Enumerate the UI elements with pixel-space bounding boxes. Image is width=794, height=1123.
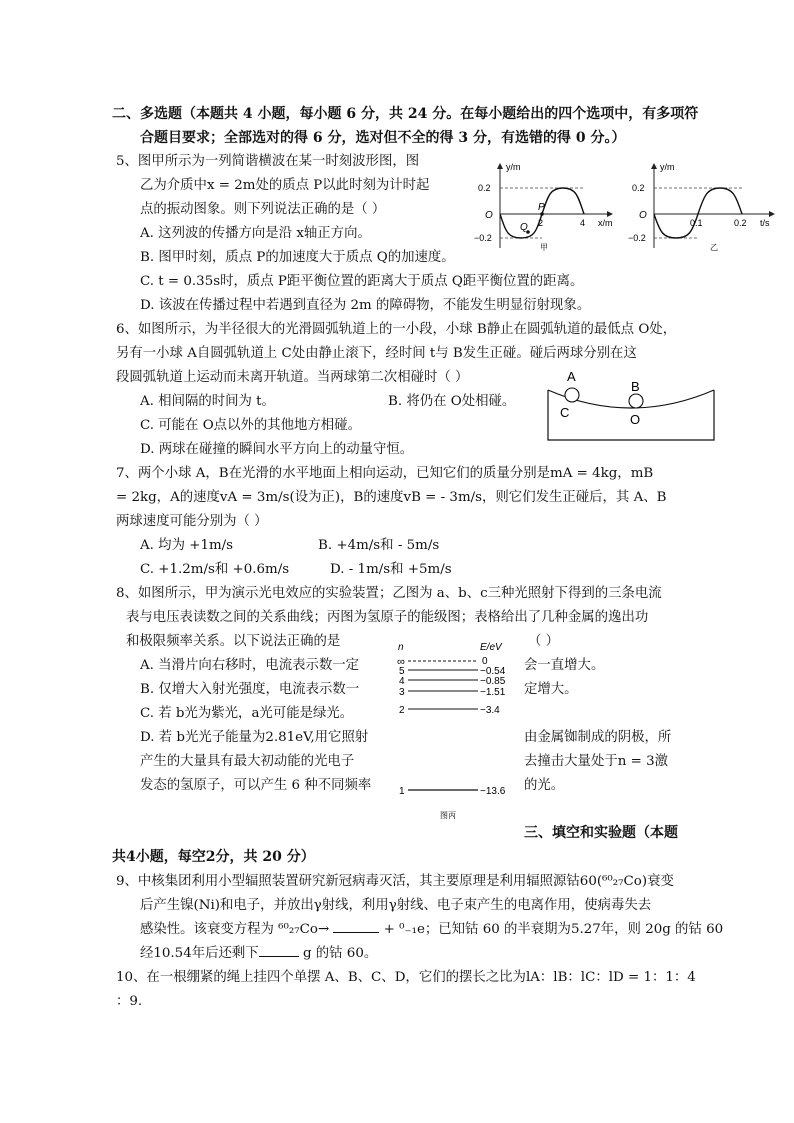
q7-option-b: B. +4m/s和 - 5m/s: [318, 538, 440, 553]
q6-arc-track-figure: [544, 368, 718, 444]
q5-option-a: A. 这列波的传播方向是沿 x轴正方向。: [140, 226, 371, 241]
tick-bottom: −0.2: [628, 233, 646, 243]
n-5: 5: [399, 666, 405, 677]
q8-option-b-part2: 定增大。: [524, 682, 578, 697]
q8-option-b-part1: B. 仅增大入射光强度，电流表示数一: [140, 682, 360, 697]
q5-stem-line2: 乙为介质中x = 2m处的质点 P以此时刻为计时起: [140, 178, 430, 193]
tick-0-2: 0.2: [734, 218, 747, 228]
q7-option-a: A. 均为 +1m/s: [140, 538, 234, 553]
tick-0-1: 0.1: [690, 218, 703, 228]
e-1: −13.6: [480, 786, 506, 797]
q8-option-a-part1: A. 当滑片向右移时，电流表示数一定: [140, 658, 360, 673]
section-3-title-part1: 三、填空和实验题（本题: [524, 825, 678, 841]
q9-equation-right: + ⁰₋₁e；已知钴 60 的半衰期为5.27年，则 20g 的钴 60: [379, 922, 724, 937]
q5-option-d: D. 该波在传播过程中若遇到直径为 2m 的障碍物，不能发生明显衍射现象。: [140, 298, 591, 313]
q10-stem-line1: 10、在一根绷紧的绳上挂四个单摆 A、B、C、D，它们的摆长之比为lA：lB：lC：lD = 1：1：4: [116, 970, 696, 985]
label-c: C: [560, 405, 570, 420]
n-1: 1: [399, 786, 405, 797]
tick-top: 0.2: [478, 183, 491, 193]
q6-option-b: B. 将仍在 O处相碰。: [388, 394, 516, 409]
q5-option-c: C. t = 0.35s时，质点 P距平衡位置的距离大于质点 Q距平衡位置的距离。: [140, 274, 584, 289]
caption-jia: 甲: [540, 243, 548, 252]
label-a: A: [567, 369, 576, 384]
tick-2: 2: [538, 218, 544, 228]
q8-option-d-line1a: D. 若 b光光子能量为2.81eV,用它照射: [140, 730, 369, 745]
e-4: −0.85: [480, 676, 506, 687]
e-3: −1.51: [480, 687, 506, 698]
q8-option-d-line2b: 去撞击大量处于n = 3激: [524, 754, 669, 769]
q8-option-a-part2: 会一直增大。: [524, 658, 605, 673]
label-o: O: [630, 412, 641, 427]
label-b: B: [631, 379, 640, 394]
q6-option-c: C. 可能在 O点以外的其他地方相碰。: [140, 418, 361, 433]
q8-option-d-line1b: 由金属铷制成的阴极，所: [524, 730, 672, 745]
q8-stem-line2: 表与电压表读数之间的关系曲线；丙图为氢原子的能级图；表格给出了几种金属的逸出功: [126, 610, 649, 625]
tick-bottom: −0.2: [474, 233, 492, 243]
q8-option-d-line2a: 产生的大量具有最大初动能的光电子: [140, 754, 355, 769]
label-p: P: [538, 202, 545, 213]
q10-stem-line2: ：9.: [116, 994, 143, 1009]
e-5: −0.54: [480, 666, 506, 677]
q6-option-a: A. 相间隔的时间为 t。: [140, 394, 275, 409]
y-label: y/m: [660, 162, 675, 172]
e-inf: 0: [482, 656, 488, 667]
q9-stem-line1: 9、中核集团利用小型辐照装置研究新冠病毒灭活，其主要原理是利用辐照源钴60(⁶⁰₂₇Co)衰变: [116, 874, 674, 889]
x-label: x/m: [598, 218, 613, 228]
section-2-title-line2: 合题目要求；全部选对的得 6 分，选对但不全的得 3 分，有选错的得 0 分。）: [140, 130, 626, 146]
n-header: n: [398, 642, 404, 653]
q8-option-d-line3b: 的光。: [524, 778, 565, 793]
q9-remaining-text: 经10.54年后还剩下: [140, 946, 259, 961]
q9-stem-line2: 后产生镍(Ni)和电子，并放出γ射线，利用γ射线、电子束产生的电离作用，使病毒失去: [140, 898, 652, 913]
n-3: 3: [399, 687, 405, 698]
q5-stem-line3: 点的振动图象。则下列说法正确的是（ ）: [140, 202, 386, 217]
section-2-title-line1: 二、多选题（本题共 4 小题，每小题 6 分，共 24 分。在每小题给出的四个选项中，有多项符: [112, 106, 699, 122]
e-2: −3.4: [480, 705, 500, 716]
q7-stem-line2: = 2kg，A的速度vA = 3m/s(设为正)，B的速度vB = - 3m/s，则它们发生正碰后，其 A、B: [116, 490, 667, 505]
origin-label: O: [485, 210, 493, 221]
q6-stem-line1: 6、如图所示，为半径很大的光滑圆弧轨道上的一小段，小球 B静止在圆弧轨道的最低点 O处，: [116, 322, 677, 337]
ball-b: [629, 394, 643, 408]
section-3-title-part2: 共4小题，每空2分，共 20 分）: [112, 849, 315, 865]
q5-stem-line1: 5、图甲所示为一列简谐横波在某一时刻波形图，图: [116, 154, 420, 169]
n-4: 4: [399, 676, 405, 687]
q7-option-d: D. - 1m/s和 +5m/s: [330, 562, 452, 577]
n-inf: ∞: [397, 656, 405, 668]
q5-vibration-graph-yi: [622, 160, 782, 252]
q6-option-d: D. 两球在碰撞的瞬间水平方向上的动量守恒。: [140, 442, 414, 457]
tick-4: 4: [580, 218, 586, 228]
n-2: 2: [399, 705, 405, 716]
q9-remaining-unit: g 的钴 60。: [298, 946, 378, 961]
q8-stem-line3: 和极限频率关系。以下说法正确的是: [126, 634, 341, 649]
label-q: Q: [520, 222, 528, 233]
q8-answer-bracket: （ ）: [528, 634, 560, 649]
q8-stem-line1: 8、如图所示，甲为演示光电效应的实验装置；乙图为 a、b、c三种光照射下得到的三条电流: [116, 586, 662, 601]
ball-a: [565, 388, 579, 402]
q5-wave-graph-jia: [470, 160, 620, 252]
q9-blank-1[interactable]: [333, 920, 379, 933]
q8-option-c: C. 若 b光为紫光，a光可能是绿光。: [140, 706, 354, 721]
y-label: y/m: [506, 162, 521, 172]
q7-stem-line3: 两球速度可能分别为（ ）: [116, 514, 268, 529]
caption-bing: 图丙: [440, 811, 456, 820]
q7-option-c: C. +1.2m/s和 +0.6m/s: [140, 562, 290, 577]
tick-top: 0.2: [632, 183, 645, 193]
q9-equation-left: 感染性。该衰变方程为 ⁶⁰₂₇Co→: [140, 922, 334, 937]
q7-stem-line1: 7、两个小球 A，B在光滑的水平地面上相向运动，已知它们的质量分别是mA = 4kg，mB: [116, 466, 654, 481]
q8-option-d-line3a: 发态的氢原子，可以产生 6 种不同频率: [140, 778, 372, 793]
energy-header: E/eV: [480, 642, 502, 653]
q8-energy-level-diagram: [394, 634, 520, 822]
origin-label: O: [639, 210, 647, 221]
t-label: t/s: [760, 218, 770, 228]
caption-yi: 乙: [710, 243, 718, 252]
vibration-curve: [654, 188, 742, 238]
q9-stem-line3: [140, 918, 723, 937]
q6-stem-line2: 另有一小球 A自圆弧轨道上 C处由静止滚下，经时间 t与 B发生正碰。碰后两球分别在这: [116, 346, 637, 361]
q9-blank-2[interactable]: [259, 944, 299, 957]
q6-stem-line3: 段圆弧轨道上运动而未离开轨道。当两球第二次相碰时（ ）: [116, 370, 469, 385]
q9-stem-line4: [140, 942, 377, 961]
q5-option-b: B. 图甲时刻，质点 P的加速度大于质点 Q的加速度。: [140, 250, 455, 265]
